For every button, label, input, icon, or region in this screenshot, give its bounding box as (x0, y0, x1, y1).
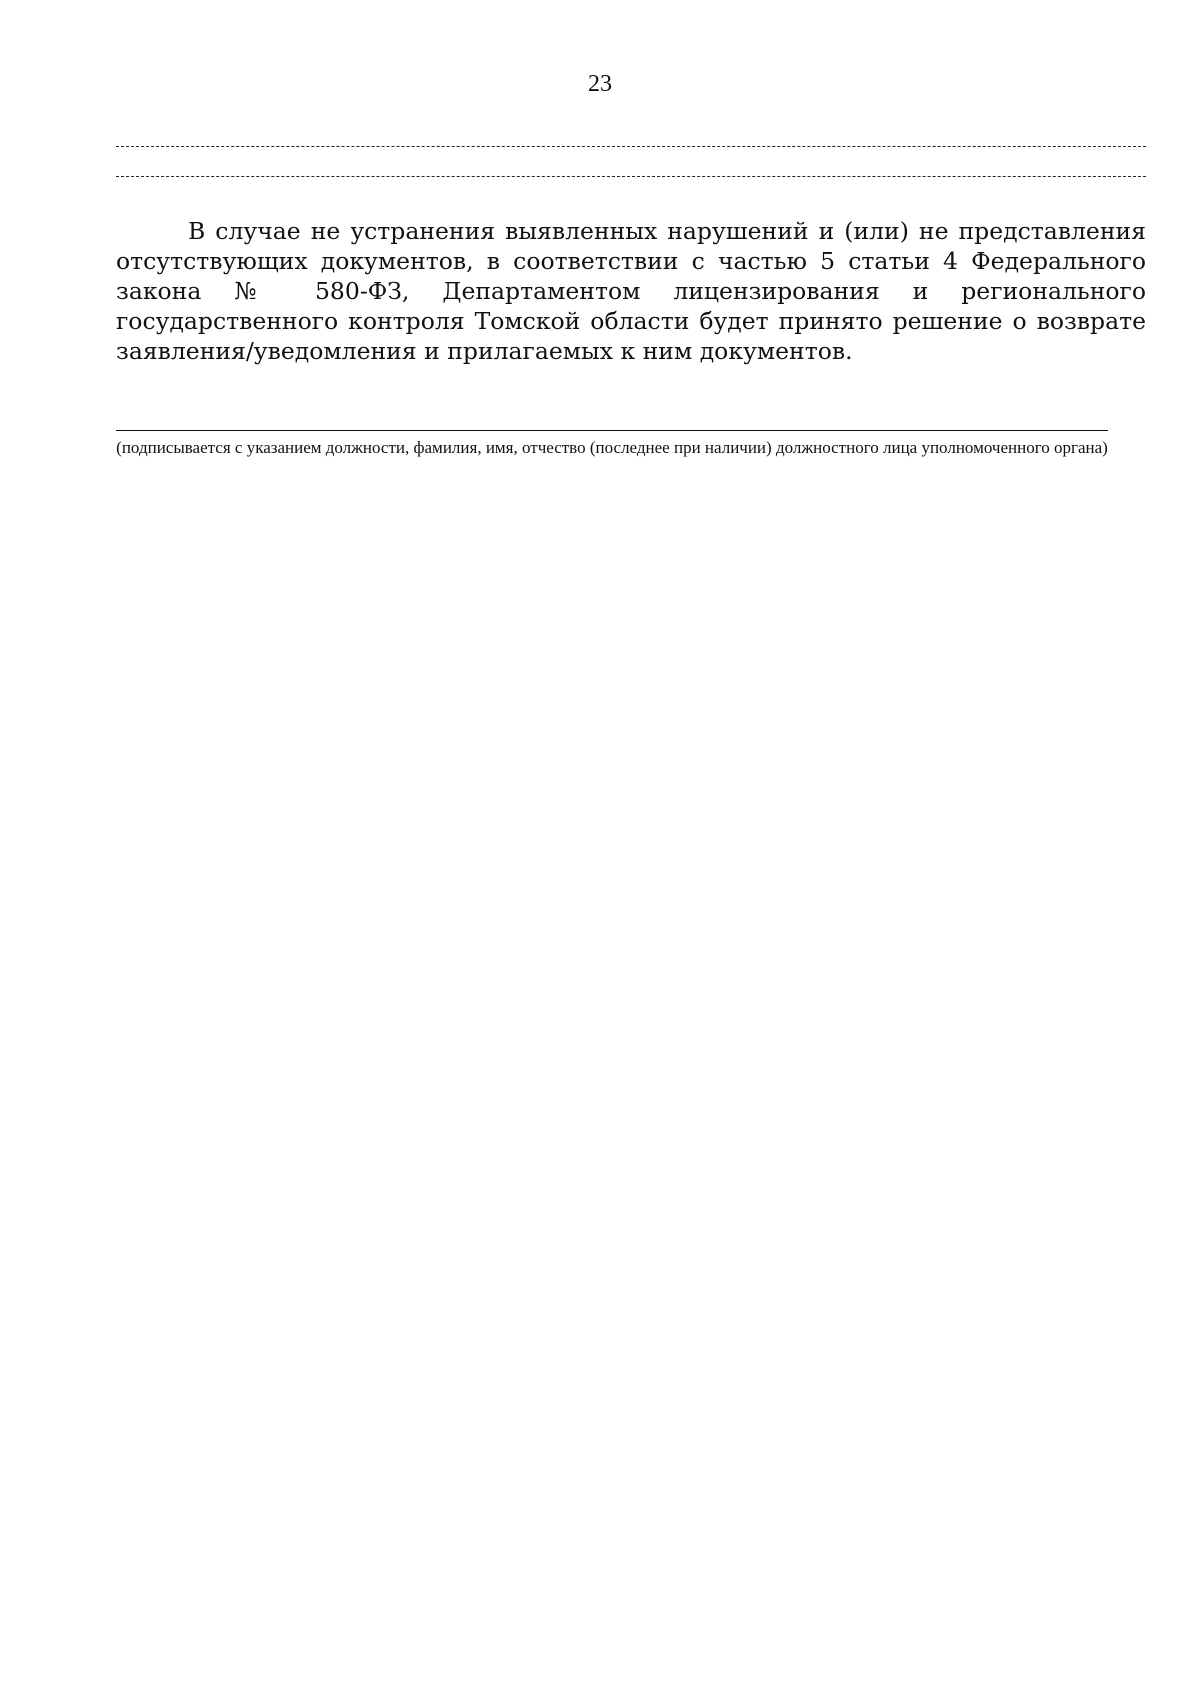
body-paragraph: В случае не устранения выявленных нарушений и (или) не представления отсутствующих документов, в соответствии с частью 5 статьи 4 Федерального закона № 580-ФЗ, Департаментом лицензирования и регионального государственного контроля Томской области будет принято решение о возврате заявления/уведомления и прилагаемых к ним документов. (116, 217, 1146, 365)
blank-fill-line-2 (116, 176, 1146, 177)
signature-caption: (подписывается с указанием должности, фамилия, имя, отчество (последнее при наличии) должностного лица уполномоченного органа) (116, 438, 1108, 457)
blank-fill-line-1 (116, 146, 1146, 147)
signature-line (116, 430, 1108, 431)
page-number: 23 (588, 71, 612, 97)
